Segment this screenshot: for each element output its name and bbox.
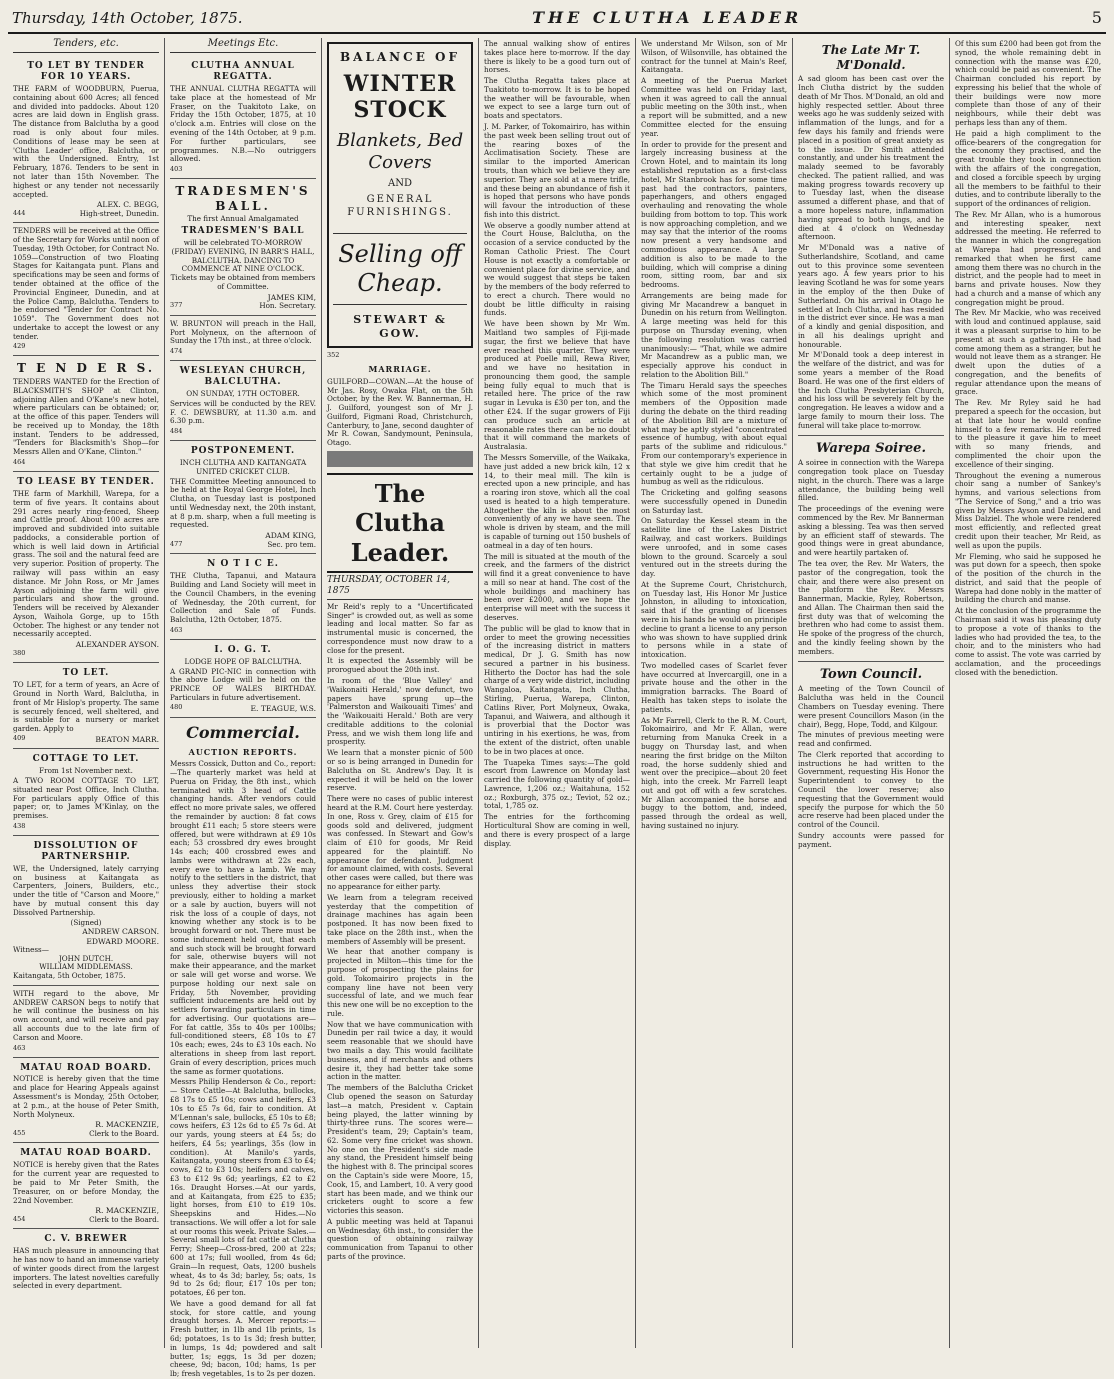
article-paragraph: The Messrs Somerville, of the Waikaka, have just added a new brick kiln, 12 x 14, to their meal mill. The kiln is erected upon a new principle, and has a roaring iron stove, which all the coal used is heated to a high temperature. Altogether the kiln is about the most conveniently of any we have seen. The whole is driven by steam, and the mill is capable of turning out 150 bushels of oatmeal in a day of ten hours. [484, 452, 630, 550]
ad-signature: ADAM KING, [265, 531, 316, 541]
marriage-notice: GUILFORD—COWAN.—At the house of Mr Jas. Rosy, Owaka Flat, on the 5th October, by the Rev. W. Bannerman, H. J. Guilford, youngest son of Mr J. Guilford, Figmani Road, Christchurch, Canterbury, to Jane, second daughter of Mr R. Cowan, Sandymount, Peninsula, Otago. [327, 376, 473, 448]
article-paragraph: The Clerk reported that according to instructions he had written to the Government, requesting His Honor the Superintendent to convey to the Council the lower reserve; also requesting that the Government would specify the purpose for which the 50 acre reserve had been placed under the control of the Council. [798, 749, 944, 830]
article-paragraph: The entries for the forthcoming Horticultural Show are coming in well, and there is every prospect of a large display. [484, 812, 630, 848]
ad-title: TO LEASE BY TENDER. [17, 476, 155, 487]
article-paragraph: The minutes of previous meeting were read and confirmed. [798, 730, 944, 749]
ad-postponement [170, 441, 316, 554]
ad-body: THE FARM of WOODBURN, Puerua, containing about 600 Acres; all fenced and divided into paddocks. About 120 acres are laid down in English grass. The distance from Balclutha by a good road is only about four miles. Conditions of lease may be seen at 'Clutha Leader' office, Balclutha, or with the Undersigned. Entry, 1st February, 1876. Tenders to be sent in not later than 15th November. The highest or any tender not necessarily accepted. [13, 84, 159, 199]
ad-to-let [13, 663, 159, 749]
ad-signature: BEATON MARR. [95, 735, 159, 745]
article-paragraph: Mr Fleming, who said he supposed he was put down for a speech, then spoke of the position of the church in the district, and said that the people of Warepa had done nobly in the matter of building the church and manse. [955, 551, 1101, 605]
ad-regatta [170, 56, 316, 179]
divider [798, 661, 944, 662]
article-paragraph: We understand Mr Wilson, son of Mr Wilson, of Wilsonville, has obtained the contract for the tunnel at Main's Reef, Kaitangata. [641, 39, 787, 75]
ad-address: High-street, Dunedin. [79, 208, 159, 218]
ad-number: 444 [13, 208, 26, 217]
ad-number: 429 [13, 342, 26, 351]
page-number: 5 [1091, 8, 1102, 27]
article-paragraph: Mr Reid's reply to a "Uncertificated Singer" is crowded out, as well as some leading and local matter. So far as instrumental music is concerned, the correspondence must now draw to a close for the present. [327, 601, 473, 655]
ad-number: 484 [170, 427, 183, 436]
column-heading: Meetings Etc. [170, 38, 316, 53]
column-3 [322, 38, 479, 1348]
ad-body: THE Committee Meeting announced to be held at the Royal George Hotel, Inch Clutha, on Tuesday last is postponed until Wednesday next, the 20th instant, at 8 p.m. sharp, when a full meeting is requested. [170, 476, 316, 530]
ad-wesleyan [170, 361, 316, 441]
ad-title: MATAU ROAD BOARD. [20, 1148, 152, 1159]
ad-number: 477 [170, 539, 183, 548]
article-paragraph: The Rev. Mr Mackie, who was received with loud and continued applause, said it was a pleasant surprise to him to be present at such a gathering. He had come among them as a stranger, but he would not leave them as a stranger. He dwelt upon the duties of a congregation, and the benefits of regular attendance upon the means of grace. [955, 308, 1101, 397]
article-paragraph: We hear that another company is projected in Milton—this time for the purpose of prospecting the plains for gold. Tokomairiro projects in the company line have not been very successful of late, and we much fear this new one will be no exception to the rule. [327, 947, 473, 1018]
ad-title: TO LET. [62, 668, 110, 679]
ad-signature: R. MACKENZIE, [95, 1120, 159, 1130]
ad-floating-stages [13, 223, 159, 356]
article-paragraph: The Timaru Herald says the speeches which some of the most prominent members of the Opposition made during the debate on the third reading of the Abolition Bill are a mixture of what may be aptly styled "concentrated essence of humbug, with about equal parts of the sublime and ridiculous." From our contemporary's experience in that style we give him credit that he certainly ought to be a judge of humbug as well as the ridiculous. [641, 380, 787, 487]
column-5 [636, 38, 793, 1348]
ad-subtitle: LODGE HOPE OF BALCLUTHA. [184, 656, 302, 666]
ad-number: 409 [13, 734, 26, 743]
ad-iogt [170, 640, 316, 718]
article-paragraph: The annual walking show of entires takes place here to-morrow. If the day there is likely to be a good turn out of horses. [484, 39, 630, 75]
ad-witness-name: WILLIAM MIDDLEMASS. [39, 962, 133, 972]
article-paragraph: The Tuapeka Times says:—The gold escort from Lawrence on Monday last carried the following quantity of gold—Lawrence, 1,206 oz.; Waitahuna, 152 oz.; Roxburgh, 375 oz.; Teviot, 52 oz.; total, 1,785 oz. [484, 757, 630, 811]
issue-date: Thursday, 14th October, 1875. [12, 9, 243, 27]
ad-body: Services will be conducted by the REV. F. C. DEWSBURY, at 11.30 a.m. and 6.30 p.m. [170, 398, 316, 426]
ad-subtitle: INCH CLUTHA AND KAITANGATA UNITED CRICKET CLUB. [179, 458, 307, 476]
article-paragraph: Throughout the evening a numerous choir sang a number of Sankey's hymns, and various selections from "The Service of Song," and a trio was given by Messrs Ayson and Dalziel, and Miss Dalziel. The whole were rendered most efficiently, and reflected great credit upon their teacher, Mr Reid, as well as upon the pupils. [955, 470, 1101, 550]
article-paragraph: Mr M'Donald was a native of Sutherlandshire, Scotland, and came out to this province some seventeen years ago. A few years prior to his leaving Scotland he was for some years in the employ of the then Duke of Sutherland. On his arrival in Otago he settled at Inch Clutha, and has resided in the district ever since. He was a man of a kindly and genial disposition, and in all his dealings upright and honourable. [798, 243, 944, 349]
ad-body: WE, the Undersigned, lately carrying on business at Kaitangata as Carpenters, Joiners, Builders, etc., under the title of "Carson and Moore," have by mutual consent this day Dissolved Partnership. [13, 863, 159, 917]
ad-body: NOTICE is hereby given that the Rates for the current year are requested to be paid to Mr Peter Smith, the Treasurer, on or before Monday, the 22nd November. [13, 1160, 159, 1205]
ad-signature: ALEXANDER AYSON. [75, 640, 159, 650]
section-heading: Commercial. [186, 723, 300, 742]
town-council-heading: Town Council. [819, 666, 923, 682]
ad-place: Kaitangata, 5th October, 1875. [13, 971, 126, 981]
article-paragraph: We learn that a monster picnic of 500 or so is being arranged in Dunedin for Balclutha on St. Andrew's Day. It is expected it will be held on the lower reserve. [327, 748, 473, 793]
ad-body: A GRAND PIC-NIC in connection with the above Lodge will be held on the PRINCE OF WALES BIRTHDAY. Particulars in future advertisement. [170, 666, 316, 702]
article-paragraph: J. M. Parker, of Tokomairiro, has within the past week been selling trout out of the rearing boxes of the Acclimatisation Society. These are similar to the imported American trouts, than which we believe they are superior. They are sold at a mere trifle, and these being an abundance of fish it is hoped that persons who have ponds will favour the introduction of these fish into this district. [484, 122, 630, 219]
ad-body: THE Clutha, Tapanui, and Mataura Building and Land Society will meet in the Council Chambers, in the evening of Wednesday, the 20th current, for Collection and Sale of Funds. Balclutha, 12th October, 1875. [170, 571, 316, 625]
article-paragraph: We have been shown by Mr Wm. Maitland two samples of Fiji-made sugar, the first we believe that have ever reached this quarter. They were produced at Poelle mill, Rewa River, and we have no hesitation in pronouncing them good, the sample being fully equal to much that is retailed here. The price of the raw sugar in Levuka is £30 per ton, and the other £24. If the sugar growers of Fiji can produce such an article at reasonable rates there can be no doubt that it will command the markets of Australasia. [484, 319, 630, 452]
ad-witness: Witness— [13, 944, 49, 954]
article-paragraph: At the Supreme Court, Christchurch, on Tuesday last, His Honor Mr Justice Johnston, in alluding to intoxication, said that if the granting of licenses were in his hands he would on principle decline to grant a license to any person who was shown to have supplied drink to persons while in a state of intoxication. [641, 579, 787, 660]
article-paragraph: In order to provide for the present and largely increasing business at the Crown Hotel, and to maintain its long established reputation as a first-class hotel, Mr Stanbrook has for some time past had the contractors, painters, paperhangers, and others engaged overhauling and renovating the whole building from bottom to top. This work is now approaching completion, and we may say that the interior of the rooms now present a very handsome and commodious appearance. A large addition is also to be made to the building, which will comprise a dining room, sitting room, bar and six bedrooms. [641, 139, 787, 290]
ad-number: 380 [13, 649, 26, 658]
article-paragraph: At the conclusion of the programme the Chairman said it was his pleasing duty to propose a vote of thanks to the ladies who had provided the tea, to the choir, and to the ministers who had come to assist. The vote was carried by acclamation, and the proceedings closed with the benediction. [955, 606, 1101, 677]
article-paragraph: He paid a high compliment to the office-bearers of the congregation for the economy they practised, and the great trouble they took in connection with the affairs of the congregation, and closed a forcible speech by urging all the members to be faithful to their duties, and to contribute liberally to the support of the ordinances of religion. [955, 128, 1101, 209]
ad-woodburn [13, 56, 159, 223]
column-7 [950, 38, 1106, 1348]
ad-body: A TWO ROOM COTTAGE TO LET, situated near Post Office, Inch Clutha. For particulars apply Office of this paper; or, to James M'Kinlay, on the premises. [13, 776, 159, 821]
paper-title: THE CLUTHA LEADER [532, 8, 803, 27]
article-paragraph: We observe a goodly number attend at the Court House, Balclutha, on the occasion of a service conducted by the Roman Catholic Priest. The Court House is not exactly a comfortable or convenient place for divine service, and we would suggest that steps be taken by the members of the body referred to to erect a church. There would no doubt be little difficulty in raising funds. [484, 220, 630, 318]
ad-brunton [170, 316, 316, 361]
ad-witness-name: JOHN DUTCH. [58, 953, 114, 963]
article-paragraph: Two modelled cases of Scarlet fever have occurred at Invercargill, one in a private house and the other in the immigration barracks. The Board of Health has taken steps to isolate the patients. [641, 660, 787, 714]
article-paragraph: We have a good demand for all fat stock, for store cattle, and young draught horses. A. Mercer reports:—Fresh butter, in 1lb and 1lb prints, 1s 6d; potatoes, 1s to 1s 3d; fresh butter, in lumps, 1s 4d; powdered and salt butter, 1s; eggs, 1s 3d per dozen; cheese, 9d; bacon, 10d; hams, 1s per lb; fresh vegetables, 1s to 2s per dozen. [170, 1298, 316, 1379]
article-paragraph: On Saturday the Kessel steam in the satellite line of the Lakes District Railway, and cast workers. Buildings were unroofed, and in some cases blown to the ground. Scarcely a soul ventured out in the streets during the day. [641, 516, 787, 579]
ad-signature: E. TEAGUE, W.S. [250, 703, 316, 713]
article-paragraph: The Rev. Mr Ryley said he had prepared a speech for the occasion, but at that late hour he would confine himself to a few remarks. He referred to the pleasure it gave him to meet with so many friends, and complimented the choir upon the excellence of their singing. [955, 398, 1101, 469]
article-paragraph: Arrangements are being made for giving Mr Macandrew a banquet in Dunedin on his return from Wellington. A large meeting was held for this purpose on Thursday evening, when the following resolution was carried unanimously:— "That, while we admire Mr Macandrew as a public man, we especially approve his conduct in relation to the Abolition Bill." [641, 290, 787, 379]
article-paragraph: It is expected the Assembly will be prorogued about the 20th inst. [327, 656, 473, 675]
ad-number: 463 [170, 625, 183, 634]
obituary-heading: The Late Mr T. M'Donald. [821, 43, 921, 72]
soiree-heading: Warepa Soiree. [816, 440, 926, 456]
ad-tradesmens-ball [170, 179, 316, 316]
ad-title: WESLEYAN CHURCH, BALCLUTHA. [179, 366, 307, 388]
article-paragraph: The tea over, the Rev. Mr Waters, the pastor of the congregation, took the chair, and there were also present on the platform the Rev. Messrs Bannerman, Mackie, Ryley, Robertson, and Allan. The Chairman then said the first duty was that of welcoming the brethren who had come to assist them. He spoke of the progress of the church, and the kindly feeling shown by the members. [798, 558, 944, 656]
editorial-dateline: THURSDAY, OCTOBER 14, 1875 [327, 575, 473, 600]
ad-subtitle-2: TRADESMEN'S BALL [181, 226, 305, 237]
advert-line: Blankets, Bed Covers [336, 130, 464, 174]
ad-body: W. BRUNTON will preach in the Hall, Port Molyneux, on the afternoon of Sunday the 17th inst., at three o'clock. [170, 318, 316, 346]
ad-number: 377 [170, 301, 183, 310]
article-paragraph: The proceedings of the evening were commenced by the Rev. Mr Bannerman asking a blessing. Tea was then served by an efficient staff of stewards. The good things were in great abundance, and were heartily partaken of. [798, 504, 944, 558]
print-damage-strip [327, 451, 473, 467]
ad-number: 464 [13, 458, 26, 467]
article-paragraph: Mr M'Donald took a deep interest in the welfare of the district, and was for some years a member of the Road Board. He was one of the first elders of the Inch Clutha Presbyterian Church, and his loss will be severely felt by the congregation. He leaves a widow and a large family to mourn their loss. The funeral will take place to-morrow. [798, 350, 944, 430]
ad-body: THE ANNUAL CLUTHA REGATTA will take place at the homestead of Mr Fraser, on the Tuakitoto Lake, on Friday the 15th October, 1875, at 10 o'clock a.m. Entries will close on the evening of the 14th October, at 9 p.m. For further particulars, see programmes. N.B.—No outriggers allowed. [170, 84, 316, 164]
divider [798, 435, 944, 436]
article-paragraph: Sundry accounts were passed for payment. [798, 830, 944, 849]
ad-number: 438 [13, 821, 26, 830]
ad-cottage [13, 749, 159, 836]
ad-notice [170, 554, 316, 640]
ad-body: WITH regard to the above, Mr ANDREW CARSON begs to notify that he will continue the business on his own account, and will receive and pay all accounts due to the late firm of Carson and Moore. [13, 988, 159, 1042]
ad-body: THE farm of Markhill, Warepa, for a term of five years. It contains about 291 acres nearly ring-fenced, Sheep and Cattle proof. About 100 acres are improved and subdivided into suitable paddocks, a considerable portion of which is well laid down in Artificial grass. The soil and the natural feed are very superior. Position of property. The railway will pass within an easy distance. Mr John Ross, or Mr James Ayson adjoining the farm will give particulars and show the ground. Tenders will be received by Alexander Ayson, Waihola Gorge, up to 15th October. The highest or any tender not necessarily accepted. [13, 488, 159, 639]
ad-dissolution [13, 836, 159, 986]
ad-subtitle: ON SUNDAY, 17TH OCTOBER. [186, 389, 300, 398]
article-paragraph: We learn from a telegram received yesterday that the competition of drainage machines has again been postponed. It has now been fixed to take place on the 28th inst., when the members of Assembly will be present. [327, 892, 473, 946]
ad-markhill [13, 472, 159, 663]
ad-role: Sec. pro tem. [267, 539, 316, 549]
ad-signature: ALEX. C. BEGG, [96, 200, 159, 210]
ad-role: Clerk to the Board. [89, 1214, 159, 1224]
nameplate [327, 473, 473, 573]
ad-number: 474 [170, 347, 183, 356]
ad-role: Hon. Secretary. [259, 301, 316, 311]
ad-blacksmith [13, 356, 159, 472]
article-paragraph: The Rev. Mr Allan, who is a humorous and interesting speaker, next addressed the meeting. He referred to the manner in which the congregation at Warepa had progressed, and remarked that when he first came among them there was no church in the district, and the people had to meet in barns and private houses. Now they had a church and a manse of which any congregation might be proud. [955, 209, 1101, 307]
ad-body: TO LET, for a term of years, an Acre of Ground in North Ward, Balclutha, in front of Mr Hislop's property. The same is securely fenced, well sheltered, and is suitable for a nursery or market garden. Apply to [13, 680, 159, 734]
column-heading: Tenders, etc. [13, 38, 159, 53]
article-paragraph: The Clutha Regatta takes place at Tuakitoto to-morrow. It is to be hoped the weather will be favourable, when we expect to see a large turn out of boats and spectators. [484, 76, 630, 121]
article-paragraph: In room of the 'Blue Valley' and 'Waikonaiti Herald,' now defunct, two papers have sprung up—the 'Palmerston and Waikouaiti Times' and the 'Waikouaiti Herald.' Both are very creditable additions to the colonial Press, and we wish them long life and prosperity. [327, 676, 473, 747]
ad-number: 480 [170, 702, 183, 711]
ad-title: N O T I C E. [207, 559, 279, 570]
ad-title: C. V. BREWER [44, 1234, 128, 1245]
column-6 [793, 38, 950, 1348]
ad-subtitle: From 1st November next. [39, 766, 133, 776]
ad-brewer [13, 1229, 159, 1296]
advert-line: BALANCE OF [339, 50, 461, 64]
ad-body: will be celebrated TO-MORROW (FRIDAY) EVENING, IN BARR'S HALL, BALCLUTHA. DANCING TO COMMENCE AT NINE O'CLOCK. Tickets may be obtained from members of Committee. [170, 238, 316, 291]
article-paragraph: Messrs Cossick, Dutton and Co., report:—The quarterly market was held at Puerua on Friday, the 8th inst., which terminated with 3 head of Cattle changing hands. After vendors could effect no more private sales, we offered the remainder by auction: 8 fat cows brought £11 each; 5 store steers were offered, but were withdrawn at £9 10s each; 53 crossbred dry ewes brought 14s each; 400 crossbred ewes and lambs were withdrawn at 22s each, every ewe to have a lamb. We may notify to the settlers in the district, that unless they advertise their stock previously, either to holding a market or a sale by auction, buyers will not risk the loss of a couple of days, not knowing whether any stock is to be brought forward or not. There must be some inducement held out, that each and such stock will be brought forward for sale, otherwise buyers will not make their appearance, and the market or sale will get worse and worse. We purpose holding our next sale on Friday, 5th November, providing sufficient inducements are held out by settlers forwarding particulars in time for advertising. Our quotations are—For fat cattle, 35s to 40s per 100lbs; full-conditioned steers, £8 10s to £7 10s each; ewes, 24s to £3 10s each. No alterations in sheep from last report. Grain of every description, prices much the same as former quotations. [170, 759, 316, 1076]
ad-signature: ANDREW CARSON. [82, 927, 159, 937]
ad-number: 463 [13, 1043, 26, 1052]
columns [8, 38, 1106, 1379]
ad-title: COTTAGE TO LET. [32, 754, 140, 765]
column-2 [165, 38, 322, 1379]
marriage-heading: MARRIAGE. [368, 364, 432, 375]
ad-title: CLUTHA ANNUAL REGATTA. [191, 61, 295, 83]
ad-matau-rates [13, 1143, 159, 1229]
article-paragraph: The Cricketing and golfing seasons were successfully opened in Dunedin on Saturday last. [641, 488, 787, 515]
ad-title: T E N D E R S. [16, 361, 156, 376]
section-subheading: AUCTION REPORTS. [188, 746, 298, 757]
ad-body: HAS much pleasure in announcing that he has now to hand an immense variety of winter goods direct from the largest importers. The latest novelties carefully selected in every department. [13, 1246, 159, 1291]
ad-number: 454 [13, 1214, 26, 1223]
ad-body: NOTICE is hereby given that the time and place for Hearing Appeals against Assessment's is Monday, 25th October, at 2 p.m., at the house of Peter Smith, North Molyneux. [13, 1074, 159, 1119]
column-4 [479, 38, 636, 1348]
ad-carson [13, 986, 159, 1058]
ad-signature: JAMES KIM, [267, 292, 316, 302]
ad-title: I. O. G. T. [214, 644, 272, 655]
ad-title: TO LET BY TENDER FOR 10 YEARS. [27, 61, 145, 83]
article-paragraph: A meeting of the Puerua Market Committee was held on Friday last, when it was agreed to call the annual public meeting on the 30th inst., when a report will be submitted, and a new Committee elected for the ensuing year. [641, 76, 787, 138]
article-paragraph: The mill is situated at the mouth of the creek, and the farmers of the district will find it a great convenience to have a mill so near at hand. The cost of the whole buildings and machinery has been over £2000, and we hope the enterprise will meet with the success it deserves. [484, 551, 630, 622]
article-paragraph: There were no cases of public interest heard at the R.M. Court here yesterday. In one, Ross v. Grey, claim of £15 for goods sold and delivered, judgment was confessed. In Stewart and Gow's claim of £10 for goods, Mr Reid appeared for the plaintiff. No appearance for defendant. Judgment for amount claimed, with costs. Several other cases were called, but there was no appearance for either party. [327, 794, 473, 891]
article-paragraph: Now that we have communication with Dunedin per rail twice a day, it would seem reasonable that we should have two mails a day. This would facilitate business, and if merchants and others desire it, they had better take some action in the matter. [327, 1019, 473, 1082]
stewart-gow-advert [327, 42, 473, 348]
column-1 [8, 38, 165, 1348]
ad-title: DISSOLUTION OF PARTNERSHIP. [33, 840, 139, 862]
ad-body: TENDERS WANTED for the Erection of BLACKSMITH'S SHOP at Clinton, adjoining Allen and O'Kane's new hotel, where particulars can be obtained; or, at the office of this paper. Tenders will be received up to Monday, the 18th instant. Tenders to be addressed, "Tenders for Blacksmith's Shop—for Messrs Allen and O'Kane, Clinton." [13, 377, 159, 457]
ad-matau-appeals [13, 1058, 159, 1144]
advert-line: Selling off Cheap. [333, 233, 467, 306]
advert-line: GENERAL FURNISHINGS. [347, 194, 453, 218]
article-paragraph: A sad gloom has been cast over the Inch Clutha district by the sudden death of Mr Thos. M'Donald, an old and highly respected settler. About three weeks ago he was suddenly seized with inflammation of the lungs, and for a few days his family and friends were placed in a position of great anxiety as to the issue. Dr Smith attended constantly, and under his treatment the malady seemed to be favorably checked. The patient rallied, and was making progress towards recovery up to Tuesday last, when the disease assumed a different phase, and that of a more hopeless nature, inflammation having spread to both lungs, and he died at 4 o'clock on Wednesday afternoon. [798, 74, 944, 242]
article-paragraph: A public meeting was held at Tapanui on Wednesday, 6th inst., to consider the question of obtaining railway communication from Tapanui to other parts of the province. [327, 1216, 473, 1261]
ad-signature: R. MACKENZIE, [95, 1206, 159, 1216]
article-paragraph: Messrs Philip Henderson & Co., report:— Store Cattle—At Balclutha, bullocks, £8 17s to £5 10s; cows and heifers, £3 10s to £5 7s 6d, fair to condition. At M'Lennan's sale, bullocks, £5 10s to £8; cows heifers, £3 12s 6d to £5 7s 6d. At our yards, young steers at £4 5s; do heifers, £4 5s; yearlings, 35s (low in condition). At Manilo's yards, Kaitangata, young steers from £3 to £4; cows, £2 to £3 10s; heifers and calves, £3 to £12 9s 6d; yearlings, £2 to £2 16s. Draught Horses.—At our yards, and at Kaitangata, from £25 to £35; light horses, from £10 to £19 10s. Sheepskins and Hides.—No transactions. We will offer a lot for sale at our rooms this week. Private Sales.—Several small lots of fat cattle at Clutha Ferry; Sheep—Cross-bred, 200 at 22s; 600 at 17s; full woolled, from 4s 6d; Grain—In request, Oats, 1200 bushels wheat, 4s to 4s 3d; barley, 5s; oats, 1s 9d to 2s 6d; flour, £17 10s per ton; potatoes, £6 per ton. [170, 1077, 316, 1298]
ad-number: 403 [170, 165, 183, 174]
article-paragraph: Of this sum £200 had been got from the synod, the whole remaining debt in connection with the manse was £20, which could be paid as convenient. The Chairman concluded his report by expressing his belief that the whole of their buildings were now more complete than those of any of their neighbours, while their debt was perhaps less than any of them. [955, 39, 1101, 128]
article-paragraph: A soiree in connection with the Warepa congregation took place on Tuesday night, in the church. There was a large attendance, the building being well filled. [798, 458, 944, 503]
advert-line: STEWART & GOW. [353, 313, 447, 340]
ad-body: TENDERS will be received at the Office of the Secretary for Works until noon of Tuesday, 19th October, for Contract No. 1059—Construction of two Floating Stages for Kaitangata punt. Plans and specifications may be seen and forms of tender obtained at the office of the Provincial Engineer, Dunedin, and at the Police Camp, Balclutha. Tenders to be endorsed "Tender for Contract No. 1059". The Government does not undertake to accept the lowest or any tender. [13, 226, 159, 341]
ad-subtitle: The first Annual Amalgamated [187, 214, 299, 224]
nameplate-title: The Clutha Leader. [350, 479, 450, 567]
ad-title: TRADESMEN'S BALL. [175, 184, 311, 213]
ad-signed: (Signed) [70, 917, 102, 927]
article-paragraph: The members of the Balclutha Cricket Club opened the season on Saturday last—a match, President v. Captain being played, the latter winning by thirty-three runs. The scores were—President's team, 29; Captain's team, 62. Some very fine cricket was shown. No one on the President's side made any stand, the President himself being the highest with 8. The principal scores on the Captain's side were Moore, 15, Cook, 15, and Lambert, 10. A very good start has been made, and we think our cricketers ought to score a few victories this season. [327, 1083, 473, 1216]
ad-signature: EDWARD MOORE. [86, 936, 159, 946]
masthead [8, 6, 1106, 34]
ad-number: 455 [13, 1128, 26, 1137]
article-paragraph: A meeting of the Town Council of Balclutha was held in the Council Chambers on Tuesday evening. There were present Councillors Mason (in the chair), Begg, Hope, Todd, and Kilgour. [798, 684, 944, 729]
advert-line: WINTER STOCK [343, 70, 457, 124]
article-paragraph: As Mr Farrell, Clerk to the R. M. Court, Tokomairiro, and Mr F. Allan, were returning from Manuka Creek in a buggy on Thursday last, and when nearing the first bridge on the Milton road, the horse suddenly shied and went over the precipice—about 20 feet high, into the creek. Mr Farrell leapt out and got off with a few scratches. Mr Allan accompanied the horse and buggy to the bottom, and, indeed, passed through the ordeal as well, having sustained no injury. [641, 715, 787, 830]
ad-number: 352 [327, 351, 340, 360]
ad-title: MATAU ROAD BOARD. [20, 1062, 152, 1073]
ad-role: Clerk to the Board. [89, 1128, 159, 1138]
ad-title: POSTPONEMENT. [190, 446, 296, 457]
advert-line: AND [388, 178, 412, 190]
article-paragraph: The public will be glad to know that in order to meet the growing necessities of the increasing district in matters medical, Dr J. G. Smith has now secured a partner in his business. Hitherto the Doctor has had the sole charge of a very wide district, including Wangaloa, Kaitangata, Inch Clutha, Stirling, Puerua, Warepa, Clinton, Catlins River, Port Molyneux, Owaka, Tapanui, and Waiwera, and although it is proverbial that the Doctor was untiring in his exertions, he was, from the extent of the district, often unable to be in two places at once. [484, 623, 630, 756]
